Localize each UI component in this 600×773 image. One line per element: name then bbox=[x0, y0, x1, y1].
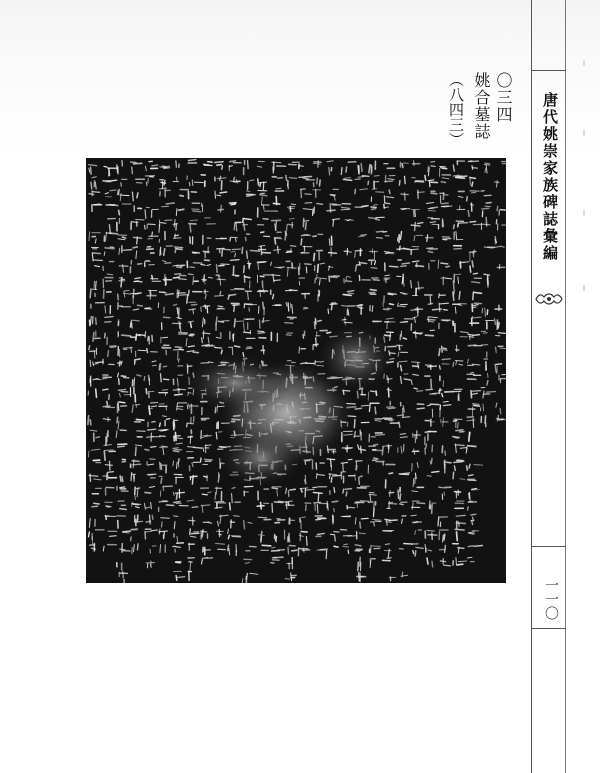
entry-number: 〇三四 bbox=[494, 72, 513, 123]
glyph-mark bbox=[106, 205, 118, 206]
book-title: 唐代姚崇家族碑誌彙編 bbox=[541, 92, 559, 262]
margin-divider bbox=[531, 628, 566, 629]
entry-title: 姚合墓誌 bbox=[472, 72, 491, 140]
margin-divider bbox=[531, 546, 566, 547]
worn-area bbox=[216, 428, 306, 488]
glyph-mark bbox=[192, 252, 199, 253]
worn-area bbox=[316, 323, 396, 393]
margin-rule bbox=[531, 0, 532, 773]
entry-date: （八四三） bbox=[447, 72, 465, 147]
rubbing-texture bbox=[86, 158, 506, 583]
glyph-mark bbox=[383, 531, 394, 532]
glyph-mark bbox=[373, 321, 382, 322]
epitaph-rubbing-image bbox=[86, 158, 506, 583]
glyph-mark bbox=[468, 345, 482, 346]
margin-rule bbox=[565, 0, 566, 773]
page-number: 一一〇 bbox=[543, 578, 559, 620]
glyph-mark bbox=[202, 345, 215, 346]
worn-area bbox=[181, 353, 291, 413]
glyph-mark bbox=[341, 516, 350, 517]
glyph-mark bbox=[453, 175, 466, 178]
cloud-ornament-icon bbox=[534, 290, 564, 308]
margin-divider bbox=[531, 70, 566, 71]
page-edge-marks bbox=[581, 60, 587, 300]
glyph-mark bbox=[176, 562, 181, 563]
glyph-mark bbox=[218, 472, 219, 482]
glyph-mark bbox=[484, 247, 494, 248]
